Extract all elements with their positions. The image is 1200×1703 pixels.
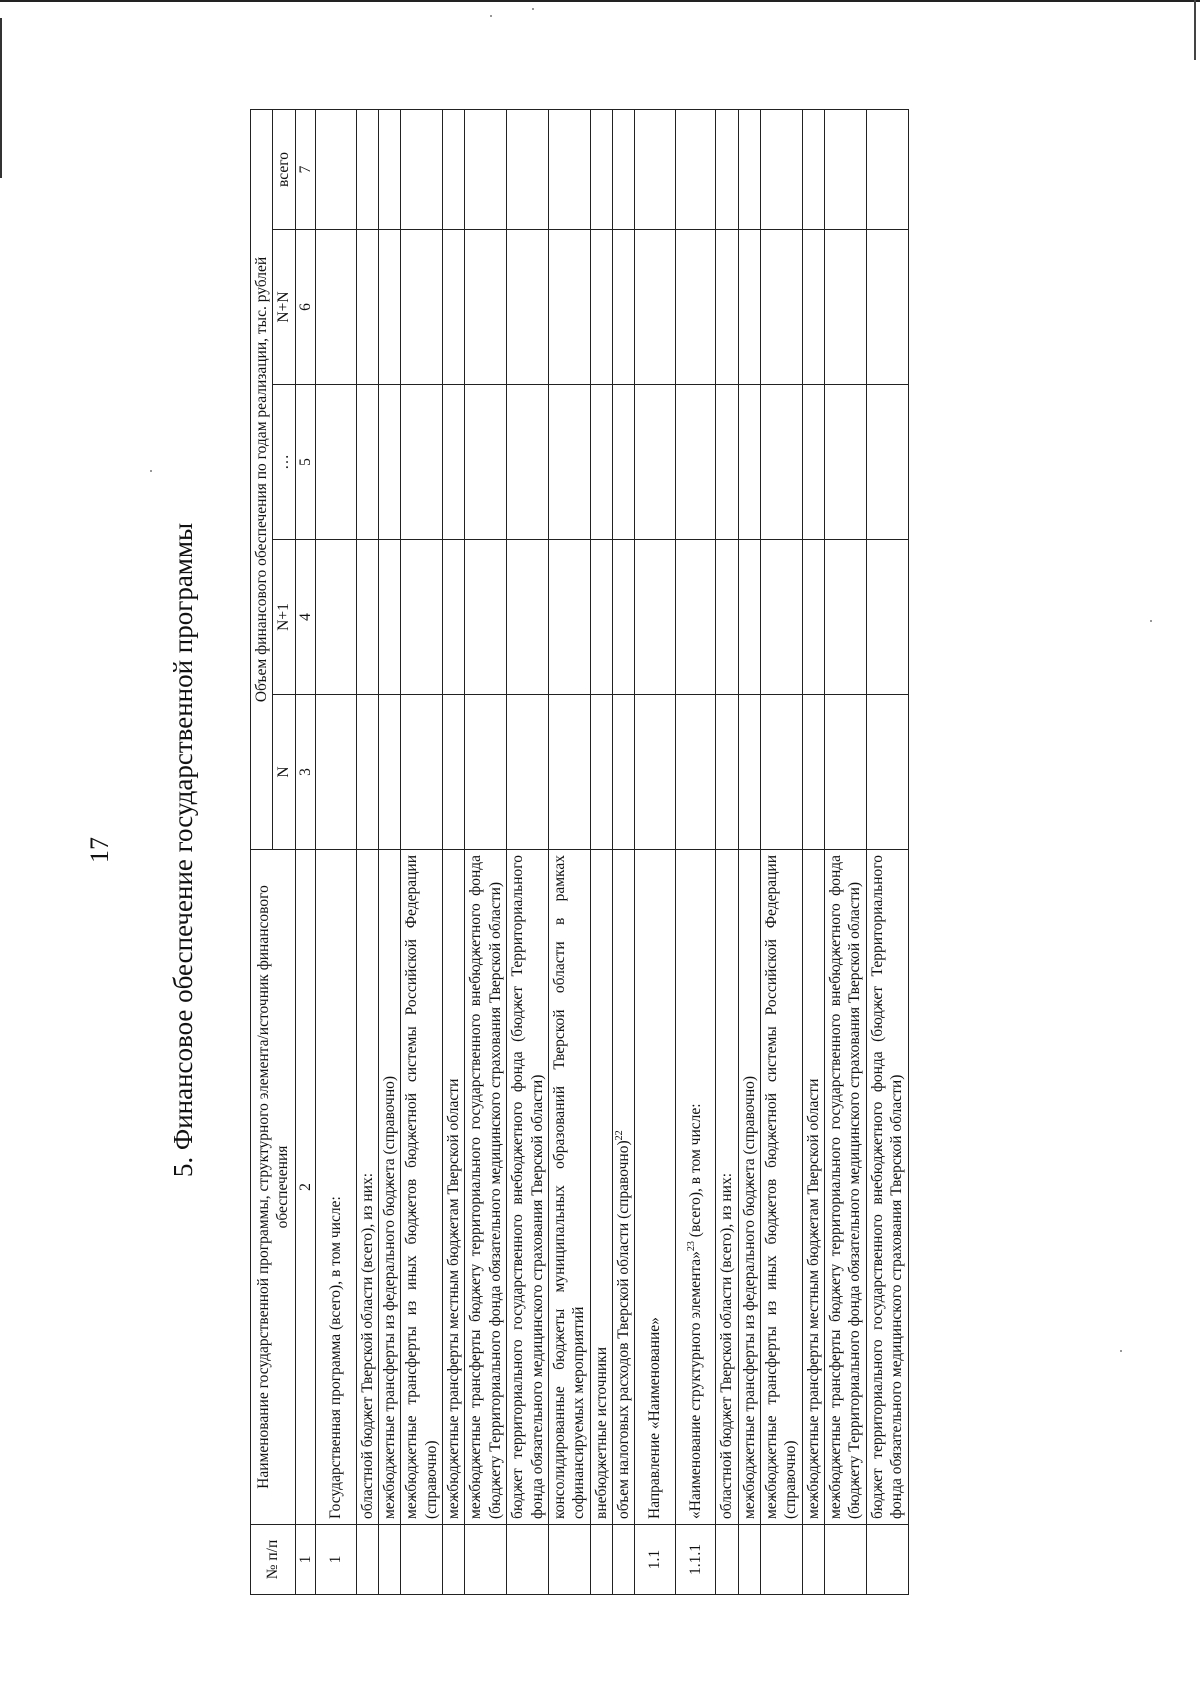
table-row [716,109,738,1594]
index-cell: 1 [295,1525,315,1595]
index-cell: 6 [295,230,315,385]
value-cell [548,695,590,850]
table-row [443,109,465,1594]
row-number [590,1525,612,1595]
value-cell [356,109,378,229]
table-row [378,109,400,1594]
row-name: межбюджетные трансферты местным бюджетам Тверской области [802,850,824,1525]
value-cell [465,230,507,385]
value-cell [507,230,549,385]
row-number [802,1525,824,1595]
value-cell [465,109,507,229]
row-number [356,1525,378,1595]
row-name: внебюджетные источники [590,850,612,1525]
value-cell [866,695,908,850]
header-year-n1: N+1 [273,540,295,695]
table-row [760,109,802,1594]
value-cell [378,230,400,385]
table-row [675,109,715,1594]
value-cell [613,695,635,850]
value-cell [866,230,908,385]
header-volume: Объем финансового обеспечения по годам реализации, тыс. рублей [251,109,273,849]
index-row [295,109,315,1594]
value-cell [716,109,738,229]
value-cell [802,695,824,850]
table-row [866,109,908,1594]
value-cell [548,109,590,229]
value-cell [635,695,675,850]
value-cell [635,230,675,385]
header-year-nn: N+N [273,230,295,385]
section-title: 5. Финансовое обеспечение государственной программы [168,522,198,1178]
value-cell [760,109,802,229]
table-row [738,109,760,1594]
row-name: межбюджетные трансферты местным бюджетам Тверской области [443,850,465,1525]
value-cell [401,695,443,850]
value-cell [507,385,549,540]
value-cell [716,230,738,385]
value-cell [738,540,760,695]
value-cell [635,540,675,695]
row-number [613,1525,635,1595]
value-cell [401,540,443,695]
value-cell [716,385,738,540]
value-cell [378,385,400,540]
value-cell [356,385,378,540]
row-name: бюджет территориального государственного внебюджетного фонда (бюджет Территориального фонда обязательного медицинского страхования Тверской области) [866,850,908,1525]
index-cell: 5 [295,385,315,540]
row-name: бюджет территориального государственного внебюджетного фонда (бюджет Территориального фонда обязательного медицинского страхования Тверской области) [507,850,549,1525]
value-cell [356,695,378,850]
row-name: межбюджетные трансферты бюджету территориального государственного внебюджетного фонда (бюджету Территориального фонда обязательного медицинского страхования Тверской области) [825,850,867,1525]
value-cell [675,385,715,540]
value-cell [716,695,738,850]
table-row [590,109,612,1594]
value-cell [507,109,549,229]
value-cell [825,109,867,229]
value-cell [401,230,443,385]
value-cell [866,540,908,695]
header-year-ellipsis: … [273,385,295,540]
index-cell: 7 [295,109,315,229]
row-number: 1.1 [635,1525,675,1595]
value-cell [802,385,824,540]
value-cell [675,109,715,229]
value-cell [316,695,356,850]
table-row [825,109,867,1594]
row-name: объем налоговых расходов Тверской области (справочно)$^{22}$ [613,850,635,1525]
scan-edge-top [0,0,1200,2]
value-cell [590,109,612,229]
scan-speck [1150,620,1152,622]
row-name: межбюджетные трансферты из федерального бюджета (справочно) [738,850,760,1525]
value-cell [356,230,378,385]
value-cell [675,540,715,695]
row-name: «Наименование структурного элемента»$^{23}$ (всего), в том числе: [675,850,715,1525]
page-number: 17 [85,837,114,863]
row-name: межбюджетные трансферты бюджету территориального государственного внебюджетного фонда (бюджету Территориального фонда обязательного медицинского страхования Тверской области) [465,850,507,1525]
index-cell: 4 [295,540,315,695]
row-number: 1.1.1 [675,1525,715,1595]
scan-speck [1120,1350,1122,1352]
value-cell [548,540,590,695]
value-cell [401,385,443,540]
value-cell [675,695,715,850]
value-cell [866,385,908,540]
row-name: областной бюджет Тверской области (всего), из них: [356,850,378,1525]
value-cell [825,540,867,695]
value-cell [825,230,867,385]
value-cell [590,540,612,695]
value-cell [590,230,612,385]
table-row [507,109,549,1594]
value-cell [613,540,635,695]
value-cell [760,385,802,540]
row-number [825,1525,867,1595]
value-cell [316,540,356,695]
value-cell [443,695,465,850]
row-name: межбюджетные трансферты из иных бюджетов бюджетной системы Российской Федерации (справочно) [760,850,802,1525]
value-cell [465,385,507,540]
index-cell: 2 [295,850,315,1525]
table-row [356,109,378,1594]
header-num: № п/п [251,1525,296,1595]
table-row [316,109,356,1594]
row-name: межбюджетные трансферты из иных бюджетов бюджетной системы Российской Федерации (справочно) [401,850,443,1525]
table-row [613,109,635,1594]
index-cell: 3 [295,695,315,850]
header-name: Наименование государственной программы, структурного элемента/источник финансового обеспечения [251,850,296,1525]
value-cell [802,540,824,695]
rotated-page [80,90,1120,1610]
header-total: всего [273,109,295,229]
financing-table [250,109,909,1595]
value-cell [738,695,760,850]
table-row [465,109,507,1594]
value-cell [738,109,760,229]
value-cell [378,540,400,695]
table-row [401,109,443,1594]
row-name: Государственная программа (всего), в том числе: [316,850,356,1525]
footnote-ref: 23 [685,1241,697,1252]
row-number [548,1525,590,1595]
value-cell [401,109,443,229]
value-cell [760,540,802,695]
scan-edge-right [1194,0,1196,60]
row-number [443,1525,465,1595]
value-cell [825,695,867,850]
row-number [401,1525,443,1595]
value-cell [802,109,824,229]
value-cell [443,385,465,540]
row-name: областной бюджет Тверской области (всего), из них: [716,850,738,1525]
table-row [802,109,824,1594]
value-cell [635,109,675,229]
value-cell [356,540,378,695]
value-cell [443,230,465,385]
header-year-n: N [273,695,295,850]
value-cell [613,109,635,229]
value-cell [465,695,507,850]
value-cell [316,230,356,385]
row-name: межбюджетные трансферты из федерального бюджета (справочно) [378,850,400,1525]
value-cell [716,540,738,695]
value-cell [760,230,802,385]
scan-speck [490,15,492,17]
value-cell [316,385,356,540]
table-row [548,109,590,1594]
value-cell [738,230,760,385]
value-cell [613,230,635,385]
value-cell [378,695,400,850]
value-cell [635,385,675,540]
value-cell [866,109,908,229]
value-cell [507,540,549,695]
value-cell [738,385,760,540]
value-cell [613,385,635,540]
value-cell [825,385,867,540]
value-cell [507,695,549,850]
row-name: Направление «Наименование» [635,850,675,1525]
row-number [760,1525,802,1595]
row-name: консолидированные бюджеты муниципальных образований Тверской области в рамках софинансируемых мероприятий [548,850,590,1525]
row-number [738,1525,760,1595]
row-number: 1 [316,1525,356,1595]
value-cell [443,540,465,695]
value-cell [548,385,590,540]
footnote-ref: 22 [613,1130,625,1141]
row-number [507,1525,549,1595]
value-cell [465,540,507,695]
value-cell [590,385,612,540]
scan-speck [532,8,534,10]
value-cell [316,109,356,229]
value-cell [548,230,590,385]
value-cell [760,695,802,850]
table-row [635,109,675,1594]
value-cell [802,230,824,385]
value-cell [590,695,612,850]
value-cell [378,109,400,229]
scan-edge-left [0,18,2,178]
row-number [866,1525,908,1595]
value-cell [443,109,465,229]
row-number [465,1525,507,1595]
value-cell [675,230,715,385]
row-number [378,1525,400,1595]
row-number [716,1525,738,1595]
